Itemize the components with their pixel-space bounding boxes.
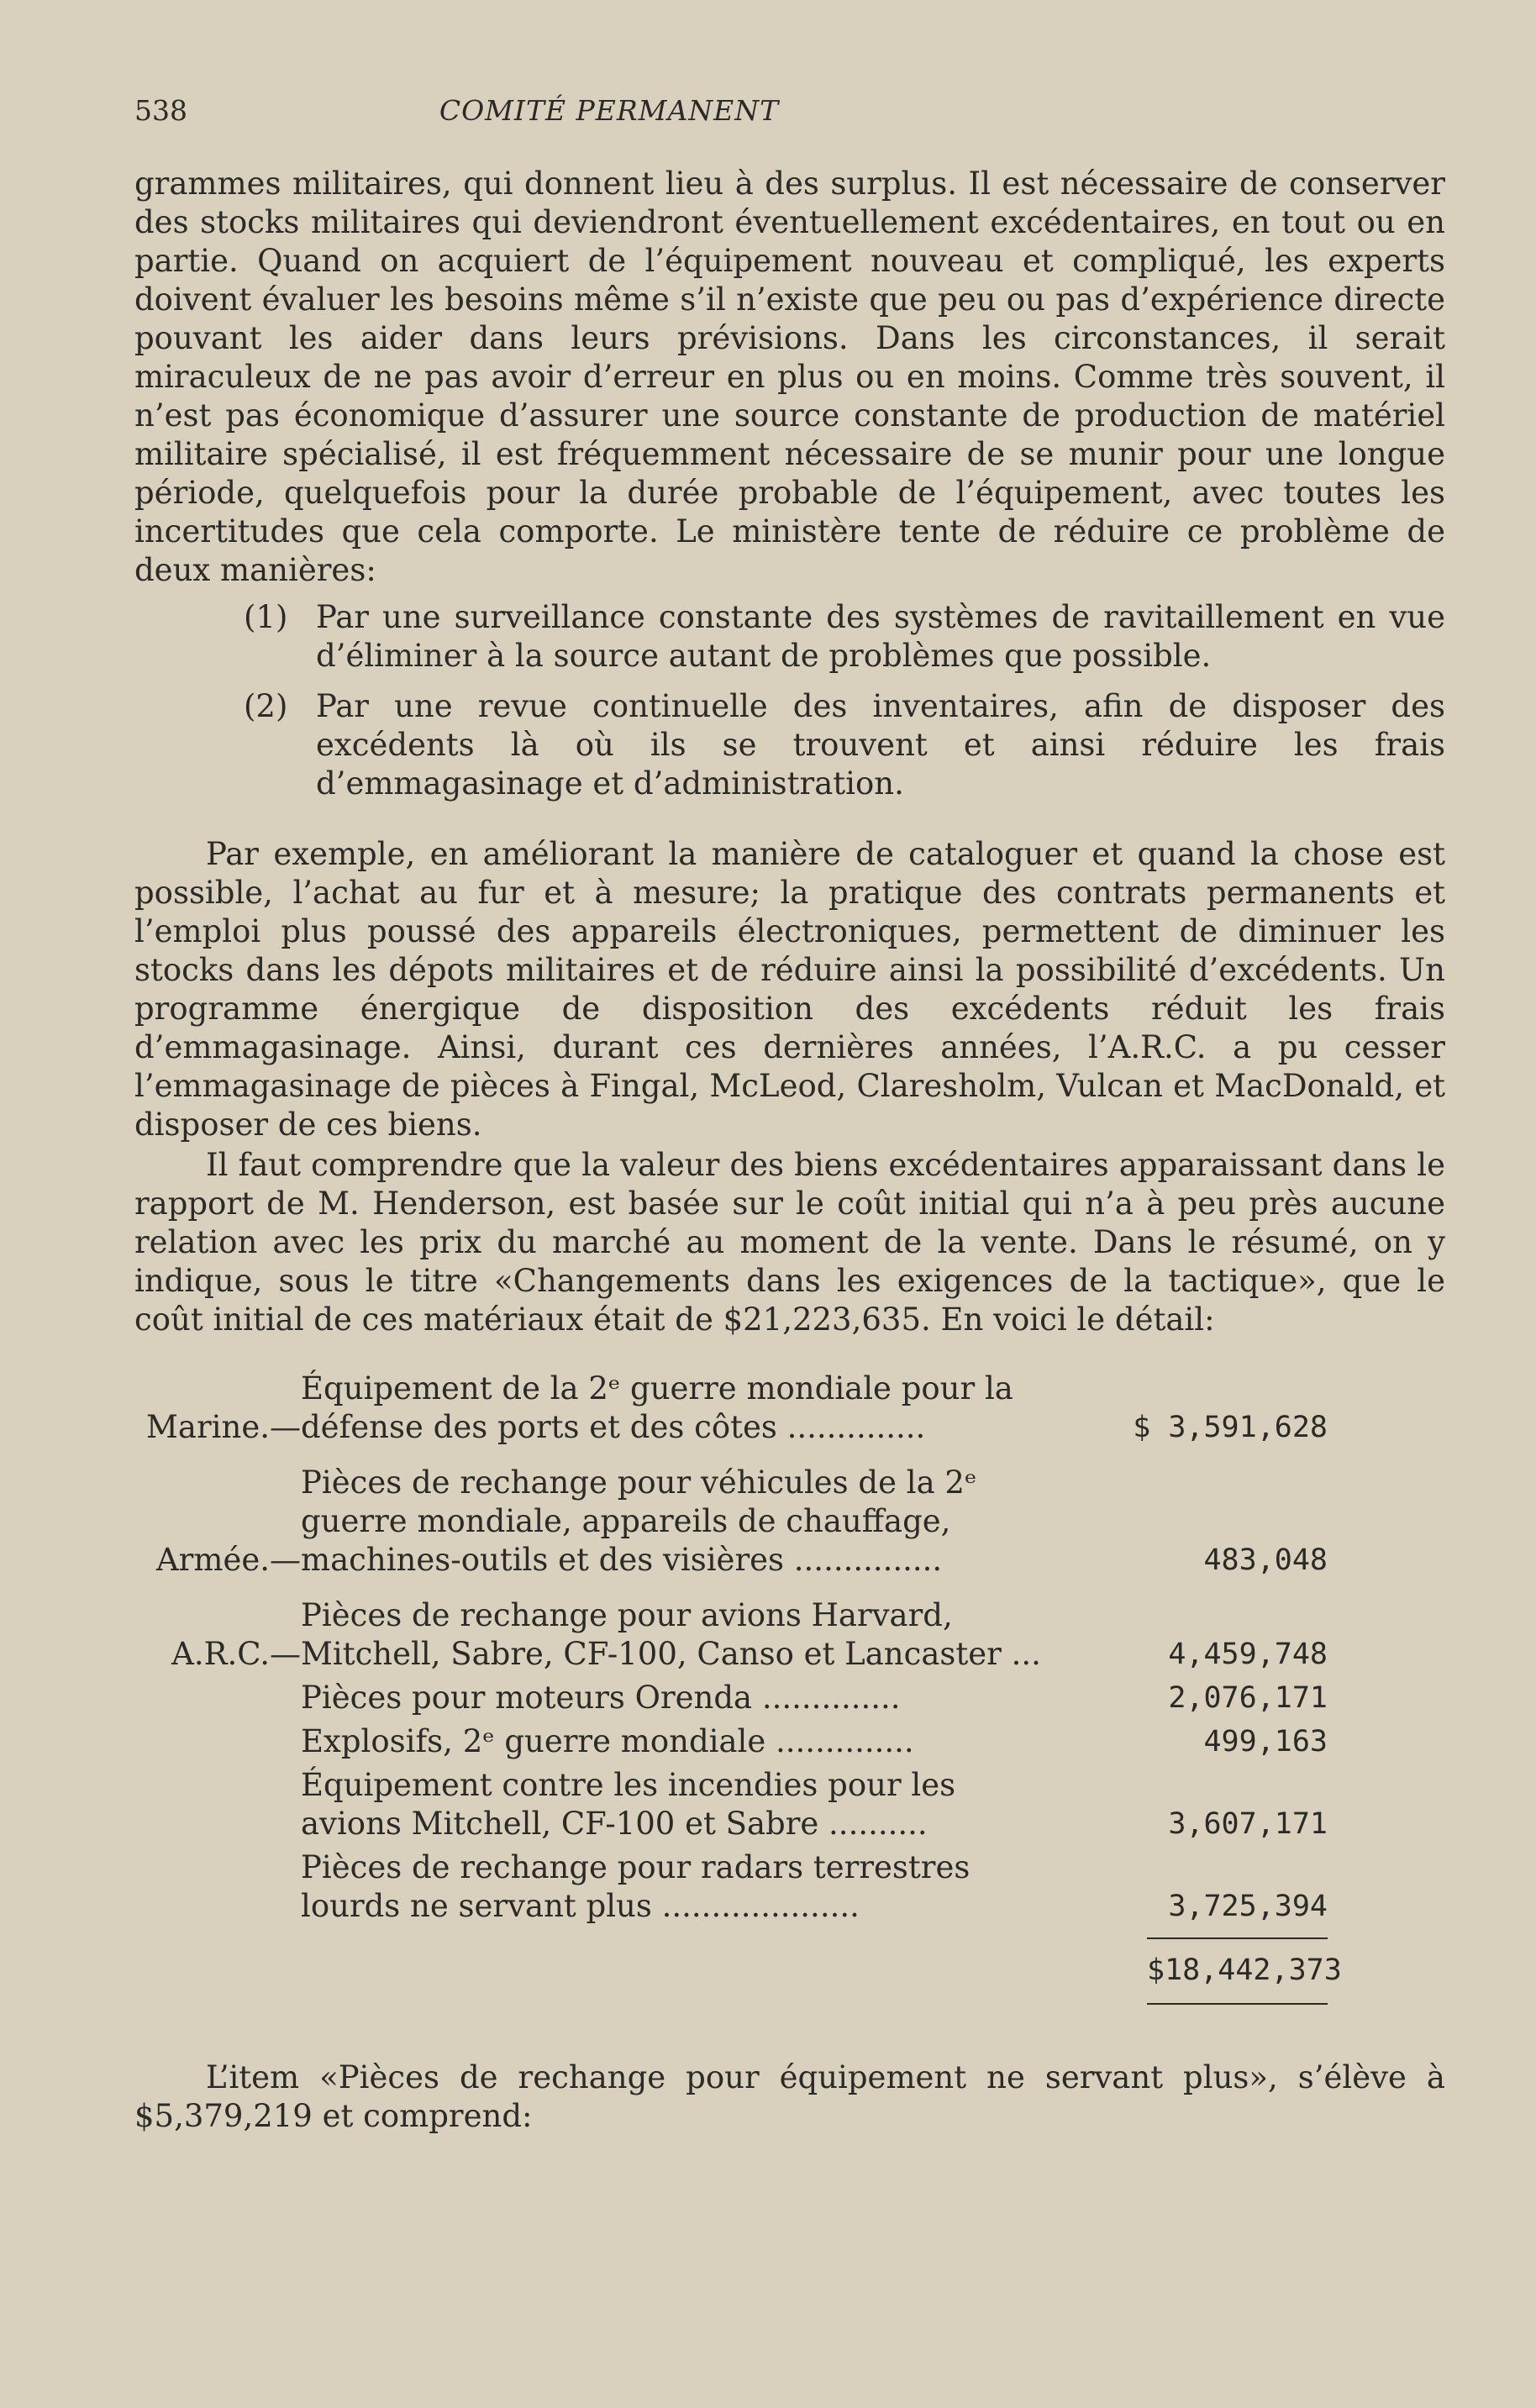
row-description: Explosifs, 2ᵉ guerre mondiale .............. bbox=[301, 1723, 914, 1759]
list-item bbox=[134, 687, 1445, 803]
row-label: Armée.— bbox=[155, 1542, 301, 1578]
list-number: (1) bbox=[244, 599, 288, 635]
row-description: Pièces de rechange pour véhicules de la 2ᵉ guerre mondiale, appareils de chauffage, machines-outils et des visières ............... bbox=[301, 1464, 977, 1578]
row-description: Pièces de rechange pour avions Harvard, Mitchell, Sabre, CF-100, Canso et Lancaster ... bbox=[301, 1597, 1041, 1672]
list-text: Par une surveillance constante des systèmes de ravitaillement en vue d’éliminer à la source autant de problèmes que possible. bbox=[316, 599, 1445, 674]
page-number: 538 bbox=[134, 94, 187, 127]
row-amount: 483,048 bbox=[1203, 1543, 1328, 1577]
row-label: A.R.C.— bbox=[171, 1636, 301, 1672]
table-row bbox=[134, 1596, 1445, 1674]
row-label: Marine.— bbox=[146, 1409, 301, 1445]
cost-table bbox=[134, 1370, 1445, 2005]
list-item bbox=[134, 598, 1445, 676]
table-row bbox=[134, 1679, 1445, 1717]
table-row bbox=[134, 1370, 1445, 1447]
body-text bbox=[134, 165, 1445, 2136]
row-amount: 3,607,171 bbox=[1168, 1807, 1328, 1841]
row-description: Pièces de rechange pour radars terrestres lourds ne servant plus .................... bbox=[301, 1849, 971, 1924]
row-description: Équipement de la 2ᵉ guerre mondiale pour la défense des ports et des côtes .............. bbox=[301, 1370, 1013, 1445]
paragraph: Il faut comprendre que la valeur des biens excédentaires apparaissant dans le rapport de M. Henderson, est basée sur le coût initial qui n’a à peu près aucune relation avec les prix du marché au moment de la vente. Dans le résumé, on y indique, sous le titre «Changements dans les exigences de la tactique», que le coût initial de ces matériaux était de $21,223,635. En voici le détail: bbox=[134, 1147, 1445, 1338]
paragraph: L’item «Pièces de rechange pour équipement ne servant plus», s’élève à $5,379,219 et comprend: bbox=[134, 2059, 1445, 2134]
row-amount: 2,076,171 bbox=[1168, 1681, 1328, 1715]
total-row bbox=[134, 1937, 1445, 2005]
paragraph: grammes militaires, qui donnent lieu à des surplus. Il est nécessaire de conserver des stocks militaires qui deviendront éventuellement excédentaires, en tout ou en partie. Quand on acquiert de l’équipement nouveau et compliqué, les experts doivent évaluer les besoins même s’il n’existe que peu ou pas d’expérience directe pouvant les aider dans leurs prévisions. Dans les circonstances, il serait miraculeux de ne pas avoir d’erreur en plus ou en moins. Comme très souvent, il n’est pas économique d’assurer une source constante de production de matériel militaire spécialisé, il est fréquemment nécessaire de se munir pour une longue période, quelquefois pour la durée probable de l’équipement, avec toutes les incertitudes que cela comporte. Le ministère tente de réduire ce problème de deux manières: bbox=[134, 166, 1445, 588]
table-row bbox=[134, 1464, 1445, 1580]
row-amount: 3,725,394 bbox=[1168, 1890, 1328, 1923]
list-number: (2) bbox=[244, 688, 288, 724]
row-description: Équipement contre les incendies pour les avions Mitchell, CF-100 et Sabre .......... bbox=[301, 1767, 956, 1842]
table-row bbox=[134, 1722, 1445, 1761]
row-amount: $ 3,591,628 bbox=[1133, 1411, 1328, 1444]
list-text: Par une revue continuelle des inventaires, afin de disposer des excédents là où ils se trouvent et ainsi réduire les frais d’emmagasinage et d’administration. bbox=[316, 688, 1445, 802]
table-row bbox=[134, 1766, 1445, 1843]
total-amount: $18,442,373 bbox=[1147, 1937, 1328, 2005]
row-amount: 499,163 bbox=[1203, 1725, 1328, 1759]
row-amount: 4,459,748 bbox=[1168, 1638, 1328, 1671]
page-header bbox=[134, 94, 1445, 131]
row-description: Pièces pour moteurs Orenda .............. bbox=[301, 1680, 901, 1716]
paragraph: Par exemple, en améliorant la manière de cataloguer et quand la chose est possible, l’achat au fur et à mesure; la pratique des contrats permanents et l’emploi plus poussé des appareils électroniques, permettent de diminuer les stocks dans les dépots militaires et de réduire ainsi la possibilité d’excédents. Un programme énergique de disposition des excédents réduit les frais d’emmagasinage. Ainsi, durant ces dernières années, l’A.R.C. a pu cesser l’emmagasinage de pièces à Fingal, McLeod, Claresholm, Vulcan et MacDonald, et disposer de ces biens. bbox=[134, 836, 1445, 1143]
running-title: COMITÉ PERMANENT bbox=[439, 94, 780, 127]
table-row bbox=[134, 1848, 1445, 1926]
